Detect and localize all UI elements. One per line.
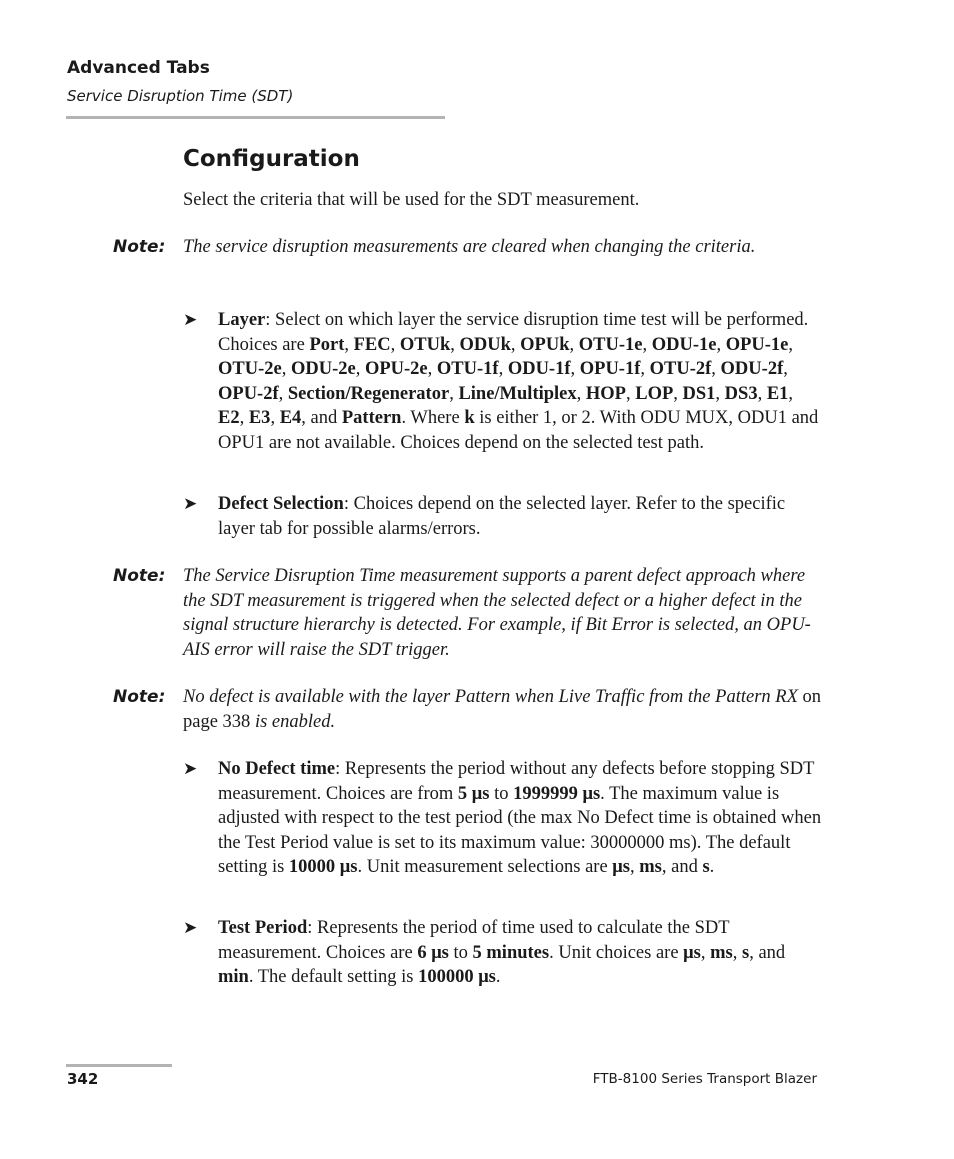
bold-term: 10000 μs [288, 857, 358, 878]
bullet-text [218, 492, 823, 541]
bold-term: OPU-1e [725, 334, 789, 355]
text-run: , [449, 383, 459, 404]
bullet-text [218, 916, 823, 990]
text-run: . [495, 967, 501, 988]
text-run: , [390, 334, 400, 355]
note-text-part: is enabled. [250, 711, 336, 732]
running-header-title: Advanced Tabs [67, 58, 210, 78]
section-heading: Configuration [183, 146, 360, 172]
text-run: , [757, 383, 767, 404]
bold-term: ODUk [459, 334, 511, 355]
text-run: , [625, 383, 636, 404]
note-text-part: No defect is available with the layer Pattern when Live Traffic from the Pattern RX [183, 687, 798, 707]
bullet-arrow-icon: ➤ [183, 918, 198, 937]
text-run: , and [301, 408, 342, 429]
text-run: . [709, 857, 715, 878]
note-text: The Service Disruption Time measurement supports a parent defect approach where the SDT measurement is triggered when the selected defect or a higher defect in the signal structure hierarchy is detected. For example, if Bit Error is selected, an OPU-AIS error will raise the SDT trigger. [183, 566, 811, 660]
note-label: Note: [113, 237, 166, 257]
text-run: , [700, 942, 711, 963]
bullet-text [218, 757, 823, 880]
bold-term: LOP [635, 383, 674, 404]
text-run: , [278, 383, 288, 404]
bold-term: OPUk [520, 334, 570, 355]
bold-term: ms [710, 942, 733, 963]
text-run: : Select on which layer the service disruption time test will be performed. Choices are [218, 310, 809, 355]
bullet-text [218, 308, 823, 456]
bold-term: Pattern [341, 408, 402, 429]
bold-term: ODU-2e [290, 359, 356, 380]
text-run: , [450, 334, 460, 355]
bold-term: DS3 [724, 383, 758, 404]
note-text [183, 685, 823, 734]
bold-term: ODU-1f [507, 359, 571, 380]
bold-term: OTUk [399, 334, 451, 355]
bold-term: Layer [218, 310, 266, 330]
bold-term: E1 [766, 383, 789, 404]
text-run: . The maximum value is adjusted with respect to the test period (the max No Defect time is obtained when the Test Period value is set to its maximum value: 30000000 ms). The default setting is [218, 783, 822, 878]
bold-term: μs [683, 942, 701, 963]
bold-term: DS1 [682, 383, 716, 404]
footer-rule [66, 1064, 172, 1067]
bullet-arrow-icon: ➤ [183, 759, 198, 778]
note-text: The service disruption measurements are cleared when changing the criteria. [183, 237, 756, 257]
bullet-arrow-icon: ➤ [183, 494, 198, 513]
bold-term: E3 [248, 408, 271, 429]
text-run: , [498, 359, 508, 380]
header-rule [66, 116, 445, 119]
intro-paragraph: Select the criteria that will be used for the SDT measurement. [183, 190, 640, 210]
bold-term: OTU-2e [218, 359, 282, 380]
text-run: , and [749, 942, 786, 963]
note-label: Note: [113, 566, 166, 586]
text-run: , and [661, 857, 703, 878]
text-run: : Represents the period of time used to calculate the SDT measurement. Choices are [218, 918, 730, 963]
bold-term: Port [309, 334, 345, 355]
bold-term: Test Period [218, 918, 308, 938]
bold-term: ODU-1e [651, 334, 717, 355]
text-run: : Represents the period without any defects before stopping SDT measurement. Choices are from [218, 759, 815, 804]
text-run: , [711, 359, 721, 380]
bold-term: s [702, 857, 710, 878]
bold-term: ms [639, 857, 662, 878]
bold-term: 6 μs [417, 942, 449, 963]
text-run: , [642, 334, 652, 355]
text-run: , [783, 359, 788, 380]
bold-term: 5 μs [457, 783, 490, 804]
bold-term: 100000 μs [418, 967, 496, 988]
text-run: , [344, 334, 354, 355]
text-run: , [510, 334, 521, 355]
text-run: is either 1, or 2. With ODU MUX, ODU1 and OPU1 are not available. Choices depend on the selected test path. [218, 408, 819, 453]
bold-term: OPU-2f [218, 383, 279, 404]
bold-term: OTU-2f [649, 359, 712, 380]
text-run: , [569, 334, 579, 355]
running-header-subtitle: Service Disruption Time (SDT) [67, 87, 294, 105]
text-run: , [716, 334, 726, 355]
text-run: to [489, 783, 514, 804]
text-run: , [673, 383, 683, 404]
bold-term: OTU-1e [578, 334, 643, 355]
text-run: . Unit measurement selections are [357, 857, 613, 878]
bold-term: ODU-2f [720, 359, 784, 380]
footer-doc-title: FTB-8100 Series Transport Blazer [592, 1071, 817, 1087]
page-number: 342 [67, 1070, 99, 1088]
text-run: , [281, 359, 291, 380]
text-run: , [239, 408, 249, 429]
text-run: , [576, 383, 586, 404]
text-run: . The default setting is [248, 967, 419, 988]
bold-term: OTU-1f [436, 359, 499, 380]
bold-term: Section/Regenerator [287, 383, 450, 404]
text-run: , [427, 359, 437, 380]
bold-term: 5 minutes [472, 942, 550, 963]
bold-term: No Defect time [218, 759, 336, 779]
text-run: . Where [401, 408, 465, 429]
bold-term: μs [612, 857, 630, 878]
text-run: . Unit choices are [549, 942, 684, 963]
bold-term: Line/Multiplex [458, 383, 577, 404]
text-run: , [788, 334, 794, 355]
bold-term: E4 [279, 408, 302, 429]
text-run: , [715, 383, 725, 404]
bold-term: E2 [218, 408, 240, 429]
bullet-arrow-icon: ➤ [183, 310, 198, 329]
bold-term: OPU-1f [579, 359, 641, 380]
text-run: , [270, 408, 280, 429]
bold-term: Defect Selection [218, 494, 344, 514]
page-reference-link[interactable]: on page 338 [183, 687, 821, 732]
text-run: , [640, 359, 650, 380]
text-run: , [629, 857, 640, 878]
text-run: , [788, 383, 794, 404]
bold-term: OPU-2e [364, 359, 428, 380]
bold-term: FEC [353, 334, 391, 355]
bold-term: HOP [585, 383, 626, 404]
text-run: , [355, 359, 365, 380]
text-run: , [570, 359, 580, 380]
bold-term: s [741, 942, 750, 963]
text-run: to [448, 942, 473, 963]
bold-term: min [218, 967, 249, 988]
bold-term: k [464, 408, 475, 429]
text-run: : Choices depend on the selected layer. Refer to the specific layer tab for possible alarms/errors. [218, 494, 786, 539]
bold-term: 1999999 μs [513, 783, 601, 804]
text-run: , [732, 942, 742, 963]
note-label: Note: [113, 687, 166, 707]
